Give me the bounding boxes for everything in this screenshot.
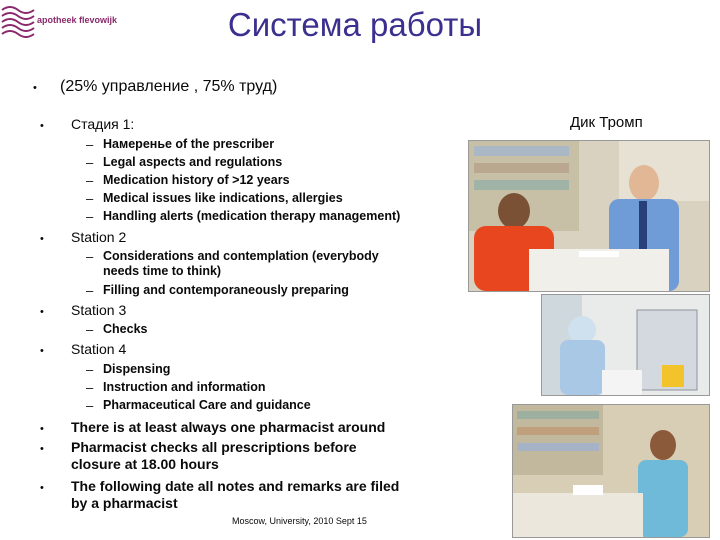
bullet: • [40,443,44,455]
note: closure at 18.00 hours [71,456,219,472]
pharmacy-lab-photo [541,294,710,396]
station4-label: Station 4 [71,341,127,357]
station2-item: Filling and contemporaneously preparing [103,283,349,297]
dash: – [86,173,94,188]
dash: – [86,137,94,152]
station3-label: Station 3 [71,302,127,318]
dash: – [86,398,94,413]
bullet: • [40,306,44,318]
bullet: • [40,120,44,132]
bullet: • [40,423,44,435]
note: The following date all notes and remarks are filed [71,478,400,494]
station4-item: Instruction and information [103,380,266,394]
dash: – [86,209,94,224]
stage1-item: Legal aspects and regulations [103,155,283,169]
footer: Moscow, University, 2010 Sept 15 [232,516,367,526]
stage1-item: Handling alerts (medication therapy management) [103,209,401,223]
stage1-item: Medication history of >12 years [103,173,290,187]
station3-item: Checks [103,322,148,336]
note: There is at least always one pharmacist around [71,419,386,435]
dash: – [86,155,94,170]
bullet: • [40,482,44,494]
note: by a pharmacist [71,495,178,511]
slide-title: Система работы [227,6,483,43]
pharmacy-counter-photo [512,404,710,538]
station2-item: Considerations and contemplation (everybody [103,249,379,263]
dash: – [86,283,94,298]
pharmacy-consultation-photo [468,140,710,292]
station2-item: needs time to think) [103,264,222,278]
stage1-item: Намеренье of the prescriber [103,137,275,151]
photo-caption: Дик Тромп [570,114,643,131]
bullet: • [33,82,37,94]
bullet: • [40,233,44,245]
station4-item: Dispensing [103,362,171,376]
dash: – [86,362,94,377]
dash: – [86,191,94,206]
logo-text: apotheek flevowijk [37,15,118,25]
stage1-label: Стадия 1: [71,116,135,132]
dash: – [86,380,94,395]
dash: – [86,249,94,264]
stage1-item: Medical issues like indications, allergies [103,191,343,205]
station2-label: Station 2 [71,229,127,245]
subtitle: (25% управление , 75% труд) [60,78,278,95]
station4-item: Pharmaceutical Care and guidance [103,398,311,412]
pharmacy-logo [0,0,125,42]
note: Pharmacist checks all prescriptions before [71,439,357,455]
logo-wave-icon [0,2,36,38]
bullet: • [40,345,44,357]
dash: – [86,322,94,337]
